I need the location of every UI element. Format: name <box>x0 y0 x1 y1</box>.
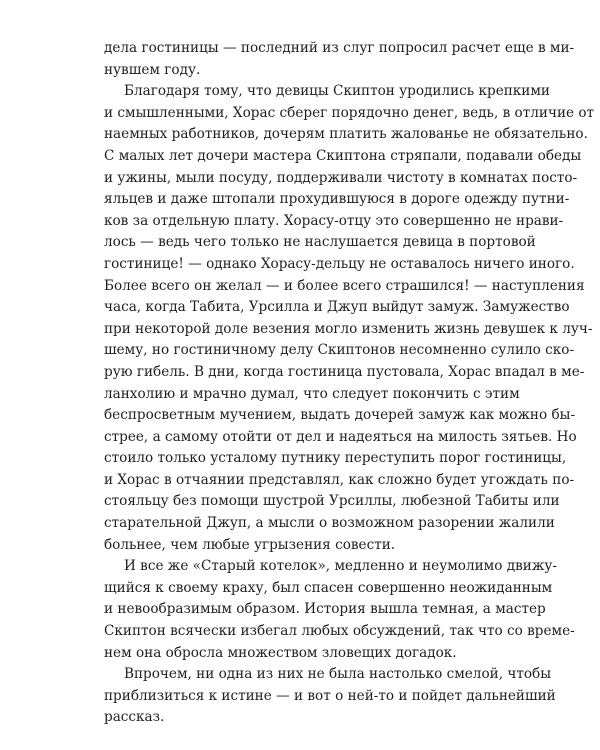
text-line: ков за отдельную плату. Хорасу-отцу это совершенно не нрави- <box>104 212 564 229</box>
paragraph-1 <box>104 38 575 81</box>
text-line: беспросветным мучением, выдать дочерей замуж как можно бы- <box>104 407 576 424</box>
text-line: нем она обросла множеством зловещих догадок. <box>104 644 457 661</box>
text-line: гостинице! — однако Хорасу-дельцу не оставалось ничего иного. <box>104 255 575 272</box>
text-line: старательной Джуп, а мысли о возможном разорении жалили <box>104 515 555 532</box>
text-line: Более всего он желал — и более всего страшился! — наступления <box>104 277 585 294</box>
text-line: и ужины, мыли посуду, поддерживали чистоту в комнатах посто- <box>104 169 578 186</box>
paragraph-4 <box>104 664 556 729</box>
text-line: дела гостиницы — последний из слуг попросил расчет еще в ми- <box>104 40 575 56</box>
text-line: Благодаря тому, что девицы Скиптон уродились крепкими <box>124 83 550 100</box>
text-line: стояльцу без помощи шустрой Урсиллы, любезной Табиты или <box>104 493 560 510</box>
text-line: рую гибель. В дни, когда гостиница пустовала, Хорас впадал в ме- <box>104 363 585 380</box>
text-line: рассказ. <box>104 709 165 726</box>
paragraph-3 <box>104 556 575 664</box>
text-line: ланхолию и мрачно думал, что следует покончить с этим <box>104 385 520 402</box>
text-line: и смышленными, Хорас сберег порядочно денег, ведь, в отличие от <box>104 104 595 121</box>
text-line: стрее, а самому отойти от дел и надеяться на милость зятьев. Но <box>104 428 577 445</box>
text-line: и невообразимым образом. История вышла темная, а мастер <box>104 601 546 618</box>
text-line: наемных работников, дочерям платить жалованье не обязательно. <box>104 126 588 143</box>
text-line: стоило только усталому путнику переступить порог гостиницы, <box>104 450 567 467</box>
text-line: лось — ведь чего только не наслушается девица в портовой <box>104 234 536 251</box>
text-line: приблизиться к истине — и вот о ней-то и пойдет дальнейший <box>104 687 556 704</box>
text-line: нувшем году. <box>104 61 201 78</box>
text-line: при некоторой доле везения могло изменить жизнь девушек к луч- <box>104 320 593 337</box>
text-line: Впрочем, ни одна из них не была настолько смелой, чтобы <box>124 666 552 683</box>
text-line: С малых лет дочери мастера Скиптона стряпали, подавали обеды <box>104 147 582 164</box>
text-line: больнее, чем любые угрызения совести. <box>104 536 396 553</box>
text-line: щийся к своему краху, был спасен совершенно неожиданным <box>104 579 553 596</box>
text-line: яльцев и даже штопали прохудившуюся в дороге одежду путни- <box>104 191 570 208</box>
paragraph-2 <box>104 81 595 556</box>
text-line: и Хорас в отчаянии представлял, как сложно будет угождать по- <box>104 471 575 488</box>
body-text <box>104 38 595 729</box>
text-line: шему, но гостиничному делу Скиптонов несомненно сулило ско- <box>104 342 575 359</box>
text-line: И все же «Старый котелок», медленно и неумолимо движу- <box>124 558 557 575</box>
text-line: Скиптон всячески избегал любых обсуждений, так что со време- <box>104 623 575 640</box>
text-line: часа, когда Табита, Урсилла и Джуп выйдут замуж. Замужество <box>104 299 570 316</box>
